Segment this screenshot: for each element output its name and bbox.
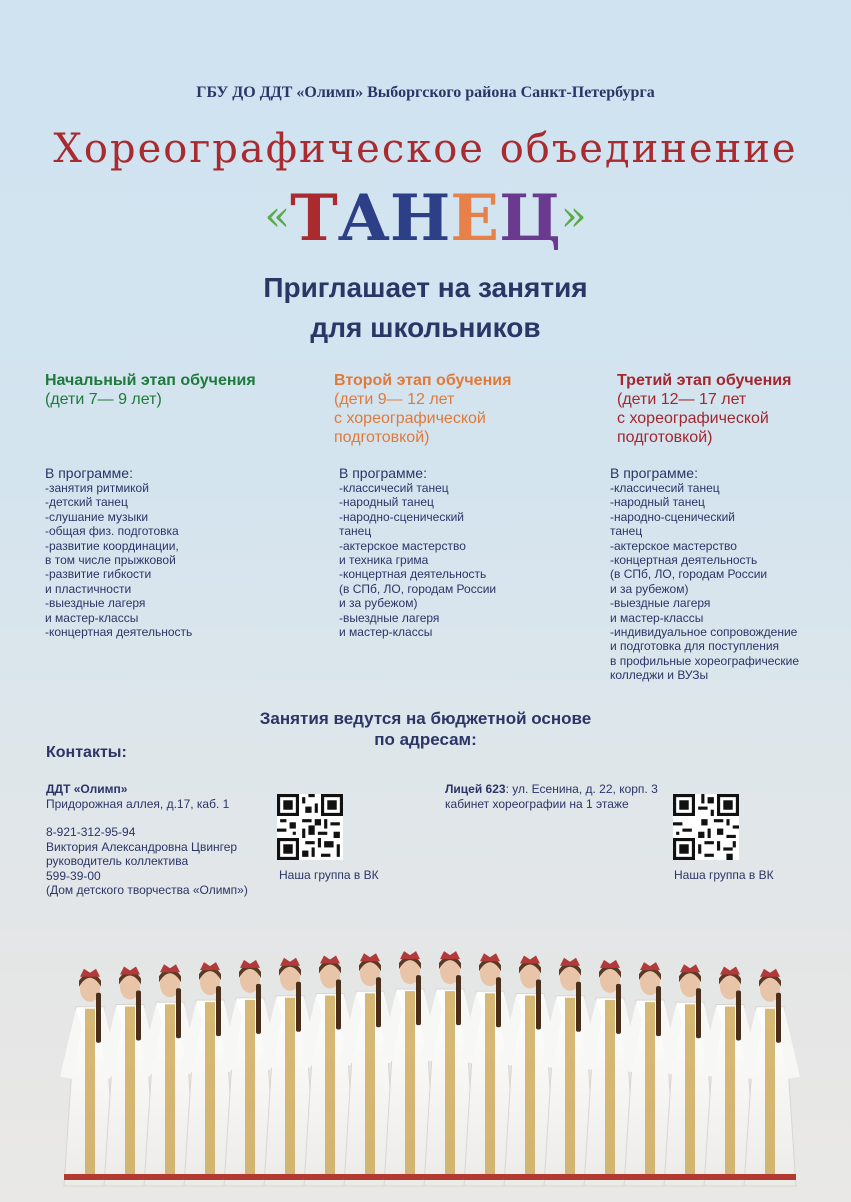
list-item: -концертная деятельность (339, 567, 487, 582)
vk-group-link-right[interactable]: Наша группа в ВК (674, 868, 774, 882)
open-quote: « (264, 191, 291, 240)
list-item: -актерское мастерство (610, 538, 737, 553)
list-item: танец (339, 524, 372, 539)
name-letter: Е (450, 181, 500, 256)
name-letter: Ц (499, 181, 561, 256)
list-item: -детский танец (45, 495, 128, 510)
subtitle-line: подготовкой) (617, 429, 713, 446)
program-list (339, 481, 569, 639)
list-item: -концертная деятельность (610, 553, 758, 568)
list-item: в том числе прыжковой (45, 553, 176, 568)
list-item: и пластичности (45, 581, 132, 596)
list-item: -выездные лагеря (610, 596, 711, 611)
subtitle-line: с хореографической (617, 410, 769, 427)
venue-name: ДДТ «Олимп» (46, 782, 128, 796)
program-list (45, 481, 275, 639)
subtitle-line: (дети 9— 12 лет (334, 391, 455, 408)
list-item: -народный танец (610, 495, 705, 510)
contact-right (445, 782, 705, 811)
venue-note: (Дом детского творчества «Олимп») (46, 883, 248, 897)
venue-address: Придорожная аллея, д.17, каб. 1 (46, 796, 230, 811)
list-item: -классичесий танец (339, 481, 449, 495)
budget-note (0, 708, 851, 750)
list-item: танец (610, 524, 643, 539)
list-item: и техника грима (339, 553, 429, 568)
qr-code-icon (277, 794, 343, 860)
stage-subtitle (334, 390, 564, 447)
qr-code-left[interactable] (277, 794, 343, 860)
stage-title: Начальный этап обучения (45, 372, 256, 389)
dancer-figure (740, 969, 800, 1186)
name-letter: А (337, 181, 390, 256)
list-item: -народный танец (339, 495, 434, 510)
ensemble-name (0, 180, 851, 255)
list-item: -народно-сценический (610, 509, 736, 524)
list-item: -общая физ. подготовка (45, 524, 179, 539)
subtitle-line: подготовкой) (334, 429, 430, 446)
program-column-1 (45, 466, 275, 639)
list-item: и за рубежом) (339, 596, 418, 611)
program-heading: В программе: (610, 465, 698, 481)
phone2[interactable]: 599-39-00 (46, 868, 101, 883)
list-item: -выездные лагеря (45, 596, 146, 611)
contact-left (46, 782, 276, 898)
budget-line1: Занятия ведутся на бюджетной основе (259, 709, 592, 728)
list-item: -развитие гибкости (45, 567, 152, 582)
venue-address2: кабинет хореографии на 1 этаже (445, 796, 629, 811)
list-item: -народно-сценический (339, 509, 465, 524)
invite-line2: для школьников (310, 312, 541, 343)
list-item: -выездные лагеря (339, 610, 440, 625)
list-item: и подготовка для поступления (610, 639, 780, 654)
name-letter: Н (389, 181, 451, 256)
program-list (610, 481, 835, 683)
list-item: и за рубежом) (610, 581, 689, 596)
program-column-2 (339, 466, 569, 639)
program-heading: В программе: (339, 465, 427, 481)
venue-name: Лицей 623 (445, 782, 506, 796)
name-letter: Т (290, 181, 338, 256)
list-item: (в СПб, ЛО, городам России (610, 567, 768, 582)
invitation (0, 268, 851, 348)
subtitle-line: (дети 12— 17 лет (617, 391, 747, 408)
list-item: -занятия ритмикой (45, 481, 149, 495)
venue-address: : ул. Есенина, д. 22, корп. 3 (505, 782, 658, 796)
contact-person: Виктория Александровна Цвингер (46, 839, 238, 854)
list-item: -слушание музыки (45, 509, 149, 524)
dance-group-photo (30, 918, 830, 1198)
vk-group-link-left[interactable]: Наша группа в ВК (279, 868, 379, 882)
qr-code-icon (673, 794, 739, 860)
stage-column-3 (617, 371, 847, 447)
list-item: колледжи и ВУЗы (610, 668, 709, 683)
stage-column-2 (334, 371, 564, 447)
poster-title: Хореографическое объединение (53, 126, 798, 172)
contact-role: руководитель коллектива (46, 854, 189, 868)
stage-column-1 (45, 371, 275, 409)
program-heading: В программе: (45, 465, 133, 481)
list-item: и мастер-классы (339, 625, 433, 640)
list-item: -классичесий танец (610, 481, 720, 495)
program-column-3 (610, 466, 835, 683)
list-item: -индивидуальное сопровождение (610, 625, 798, 640)
subtitle-line: с хореографической (334, 410, 486, 427)
close-quote: » (560, 191, 587, 240)
list-item: и мастер-классы (45, 610, 139, 625)
subtitle-line: (дети 7— 9 лет) (45, 391, 162, 408)
list-item: и мастер-классы (610, 610, 704, 625)
organization-name: ГБУ ДО ДДТ «Олимп» Выборгского района Санкт-Петербурга (196, 84, 655, 101)
list-item: -концертная деятельность (45, 625, 193, 640)
stage-title: Второй этап обучения (334, 372, 512, 389)
budget-line2: по адресам: (374, 730, 477, 749)
stage-title: Третий этап обучения (617, 372, 792, 389)
list-item: в профильные хореографические (610, 653, 800, 668)
contacts-heading: Контакты: (46, 744, 127, 761)
invite-line1: Приглашает на занятия (263, 272, 588, 303)
stage-subtitle (45, 390, 275, 409)
phone[interactable]: 8-921-312-95-94 (46, 825, 136, 839)
qr-code-right[interactable] (673, 794, 739, 860)
stage-subtitle (617, 390, 847, 447)
list-item: (в СПб, ЛО, городам России (339, 581, 497, 596)
list-item: -развитие координации, (45, 538, 179, 553)
list-item: -актерское мастерство (339, 538, 466, 553)
